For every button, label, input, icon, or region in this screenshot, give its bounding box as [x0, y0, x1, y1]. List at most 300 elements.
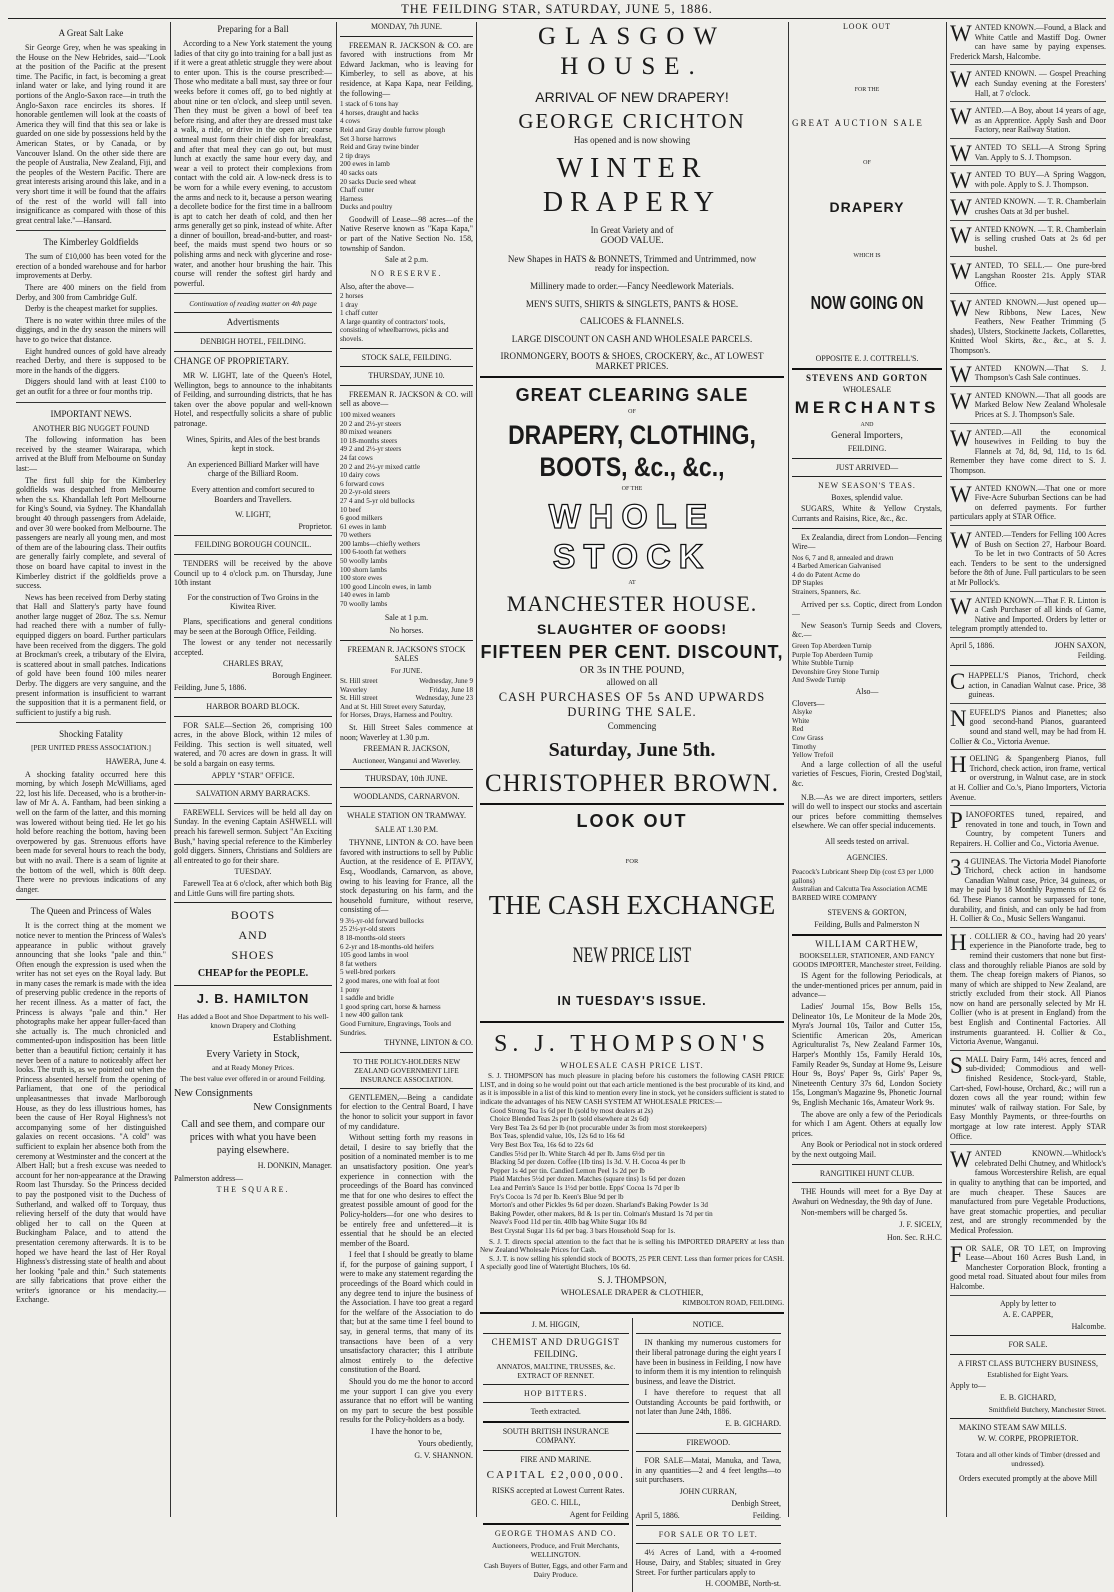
- classified-ad: [950, 390, 1106, 424]
- ad-body: MEN'S SUITS, SHIRTS & SINGLETS, PANTS & HOSE.: [525, 298, 739, 309]
- ad-headline: DRAPERY, CLOTHING, BOOTS, &c., &c.,: [508, 420, 756, 483]
- list-item: 200 lambs—chiefly wethers: [340, 539, 420, 548]
- price-item: Pepper 1s 4d per tin. Candied Lemon Peel 1s 2d per lb: [490, 1166, 645, 1175]
- ad-body: AND: [860, 421, 874, 428]
- ad-signature: H. COOMBE, North-st.: [705, 1579, 781, 1589]
- divider: [950, 1354, 1106, 1355]
- schedule-place: St. Hill street: [340, 677, 378, 685]
- ad-body: Auctioneers, Produce, and Fruit Merchants, WELLINGTON.: [492, 1540, 620, 1559]
- ad-headline: CHRISTOPHER BROWN.: [485, 770, 779, 798]
- drop-cap: W: [950, 527, 972, 553]
- ad-signature: A. E. CAPPER,: [1002, 1310, 1054, 1320]
- ad-date: Feilding, June 5, 1886.: [174, 683, 247, 693]
- ad-body: New Shapes in HATS & BONNETS, Trimmed and Untrimmed, now ready for inspection.: [507, 253, 757, 274]
- article-body: News has been received from Derby stating that Hall and Slattery's party have found another large nugget of 28oz. The s.s. Nemur had reached there with a number of fully-equipped diggers on board. Further particulars have been received from the diggers. The gold at Brockman's creek, a tributary of the Elvira, is scattered about in small patches. Indications of gold have been found 100 miles nearer Derby. The diggers are very sanguine, and the present information is insufficient to warrant the supposition that it is a permanent field, or sufficient to justify a big rush.: [16, 592, 166, 717]
- ad-body: W. W. CORPE, PROPRIETOR.: [977, 1434, 1079, 1444]
- ad-headline: J. B. HAMILTON: [196, 991, 310, 1007]
- ad-headline: NEW SEASON'S TEAS.: [818, 481, 916, 491]
- ad-signature: THYNNE, LINTON & CO.: [384, 1038, 473, 1048]
- column-rule: [476, 22, 477, 1517]
- ad-headline: LOOK OUT: [842, 22, 892, 31]
- divider: [340, 769, 473, 770]
- price-item: Very Best Box Tea, 16s 6d to 22s 6d: [490, 1141, 594, 1150]
- divider: [483, 1450, 629, 1451]
- classified-ad: [950, 297, 1106, 360]
- masthead-rule: [8, 18, 1106, 19]
- list-item: 6 2-yr and 18-months-old heifers: [340, 942, 434, 951]
- list-item: 8 fat wethers: [340, 959, 377, 968]
- schedule-row: [340, 686, 473, 695]
- article-body: It is the correct thing at the moment we notice never to mention the Princess of Wales's appearance in public without gravely announcing that she looks "pale and thin." Often enough the expression is used when the writer has not set eyes on the Royal lady. But in many cases the remark is made with the idea of preserving public credence in the reports of her recent illness. As a matter of fact, the Princess is always "pale and thin." Her photographs make her appear fuller-faced than she actually is. The much chronicled and commented-upon indisposition has been little better than a beautiful fiction; certainly it has never been of a nature to noticeably affect her looks. The truth is, as we pointed out when the Princess absented herself from the opening of Parliament, that one of the periodical unpleasantnesses that invade Marlborough House, as they do less illustrious homes, has been the cause of Her Royal Highness's not accompanying some of her distinguished galaxies on recent occasions. "A cold" was sufficient to explain her absence both from the ceremony at Westminster and the concert at the Albert Hall; but a fresh excuse was needed to account for her non-appearance at the Drawing Room last Thursday. So the Princess decided to pay the postponed visit to the Duchess of Sutherland, and walked off to Torquay, thus relieving herself of the duty that would have obliged her to call on the Queen at Buckingham Palace, and to attend the presentation ceremony afterwards. It is to be hoped we have heard the last of Her Royal Highness's distressing state of health and about her looking "pale and thin." Such statements are silly fabrications that prove either the writer's ignorance or his mendacity.—Exchange.: [16, 921, 166, 1305]
- bottom-ads-right: [632, 1318, 785, 1592]
- list-item: And Swede Turnip: [792, 676, 846, 685]
- column-rule: [788, 22, 789, 1517]
- ad-body: No horses.: [389, 626, 424, 636]
- ad-body: Commencing: [607, 720, 657, 731]
- list-item: Purple Top Aberdeen Turnip: [792, 650, 873, 659]
- ad-signature: Yours obediently,: [417, 1438, 473, 1448]
- price-item: Choice Blended Teas 2s per lb (sold elsewhere at 2s 6d): [490, 1115, 649, 1124]
- ad-headline: S. J. THOMPSON'S: [494, 1030, 770, 1057]
- drop-cap: W: [950, 259, 972, 285]
- drop-cap: W: [950, 481, 972, 507]
- article-body: Sir George Grey, when he was speaking in the House on the New Hebrides, said—"Look at the position of the Pacific at the present time. The Pacific, in fact, is becoming a great inland water or lake, and lying round it are portions of the Anglo-Saxon race—in truth the Anglo-Saxon race encircles its shores. If honorable gentlemen will look at the coasts of America they will find that this sea or lake is guarded on one side by possessions held by the American States, or by Canada, or by Vancouver Island. On the other side there are the people of Australia, New Zealand, Fiji, and the peoples of the Western Pacific. There are great interests arising around this lake, and in a very short time it will be found that the affairs of the rest of the world will fall into insignificance as compared with those of this great central lake."—Hansard.: [16, 43, 166, 225]
- ad-body: St. Hill Street Sales commence at noon; Waverley at 1.30 p.m.: [340, 722, 473, 742]
- ad-headline: WILLIAM CARTHEW,: [815, 938, 919, 949]
- price-item: Candles 5½d per lb. White Starch 4d per lb. Jams 6½d per tin: [490, 1149, 665, 1158]
- article-body: There is no water within three miles of the diggings, and in the dry season the miners will have to go twice that distance.: [16, 315, 166, 345]
- divider: [480, 1312, 784, 1314]
- classified-ad: [950, 363, 1106, 387]
- ad-body: BOOKSELLER, STATIONER, AND FANCY GOODS IMPORTER, Manchester street, Feilding.: [792, 951, 942, 970]
- list-item: Green Top Aberdeen Turnip: [792, 642, 872, 651]
- continuation-note: Continuation of reading matter on 4th page: [189, 299, 317, 309]
- list-item: 200 ewes in lamb: [340, 160, 390, 169]
- divider: [636, 1333, 782, 1334]
- ad-signature: G. V. SHANNON.: [414, 1451, 473, 1461]
- divider: [174, 554, 332, 555]
- sale-list: [340, 292, 473, 344]
- ad-headline: ARRIVAL OF NEW DRAPERY!: [535, 89, 729, 105]
- ad-headline: FIFTEEN PER CENT. DISCOUNT,: [480, 642, 784, 663]
- ad-body: FOR SALE—Section 26, comprising 100 acres, in the above Block, within 12 miles of Feilding. This section is well situated, well watered, and 70 acres are down in grass. It will be sold a bargain on easy terms.: [174, 720, 332, 769]
- ad-signature: Borough Engineer.: [272, 670, 332, 680]
- list-item: DP Staples: [792, 579, 824, 588]
- ad-body: Non-members will be charged 5s.: [801, 1208, 908, 1218]
- ad-headline: NEW PRICE LIST: [572, 941, 692, 967]
- column-2: [174, 22, 332, 1517]
- ad-title: FIREWOOD.: [686, 1437, 731, 1447]
- ad-signature: JOHN CURRAN,: [679, 1487, 737, 1497]
- ad-body: Cash Buyers of Butter, Eggs, and other Farm and Dairy Produce.: [483, 1560, 628, 1579]
- divider: [483, 1333, 629, 1334]
- ad-body: Ladies' Journal 15s, Bow Bells 15s, Delineator 10s, Le Moniteur de la Mode 20s, Myra's Journal 10s, Tailor and Cutter 15s, Scientific American 20s, American Agriculturalist 7s, New Zealand Farmer 10s, Harper's Monthly 15s, Family Herald 10s, Family Reader 9s, Sunday at Home 9s, Leisure Hour 9s, Boys' Paper 9s, Girls' Paper 9s, Nineteenth Century 37s 6d, London Society 15s, Longman's Magazine 9s, Phonetic Journal 9s, English Mechanic 16s, Amateur Work 9s.: [792, 1002, 942, 1107]
- divider: [480, 803, 784, 805]
- drop-cap: W: [950, 593, 972, 619]
- divider: [340, 348, 473, 349]
- ad-body: Orders executed promptly at the above Mill: [959, 1473, 1098, 1483]
- ad-headline: MERCHANTS: [794, 397, 940, 417]
- divider: [174, 803, 332, 804]
- divider: [174, 902, 332, 903]
- ad-body: OF: [863, 159, 871, 166]
- drop-cap: W: [950, 425, 972, 451]
- ad-heading: CHANGE OF PROPRIETARY.: [174, 356, 289, 367]
- list-item: Good Furniture, Engravings, Tools and Sundries.: [340, 1020, 451, 1037]
- price-item: Best Crystal Sugar 11s 6d per bag. 3 bars Household Soap for 1s.: [490, 1226, 676, 1235]
- classified-ad: [950, 529, 1106, 592]
- drop-cap: W: [950, 67, 972, 93]
- divider: [340, 366, 473, 367]
- ad-headline: AND: [238, 928, 268, 943]
- price-list: [480, 1107, 784, 1236]
- ad-headline: A FIRST CLASS BUTCHERY BUSINESS,: [957, 1358, 1099, 1368]
- ad-headline: BOOTS: [230, 908, 276, 923]
- ad-text: ANTED, TO SELL.— One pure-bred Langshan Rooster 21s. Apply STAR Office.: [974, 261, 1106, 290]
- article-title: A Great Salt Lake: [58, 28, 124, 38]
- ad-title: MONDAY, 7th JUNE.: [370, 22, 443, 31]
- ad-body: JUST ARRIVED—: [835, 462, 899, 472]
- piano-ads: [950, 670, 1106, 1295]
- column-6: [950, 22, 1106, 1517]
- ad-signature: STEVENS & GORTON,: [827, 908, 907, 918]
- ad-body: Sale at 2 p.m.: [384, 255, 429, 265]
- column-1: [16, 22, 166, 1517]
- ad-body: FOR: [625, 858, 639, 866]
- drop-cap: W: [950, 195, 972, 221]
- ad-text: EUFELD'S Pianos and Pianettes; also good second-hand Pianos, guaranteed sound and stand well, may be had from H. Collier & Co., Victoria Avenue.: [950, 707, 1106, 746]
- ad-body: Apply by letter to: [1000, 1298, 1056, 1308]
- ad-text: IANOFORTES tuned, repaired, and renovated in tone and touch, in Town and Country, by competent Tuners and Repairers. H. Collier and Co., Victoria Avenue.: [950, 810, 1106, 848]
- ad-title: WOODLANDS, CARNARVON.: [353, 792, 460, 802]
- list-item: 1 stack of 6 tons hay: [340, 100, 399, 109]
- ad-headline: NOW GOING ON: [810, 292, 924, 313]
- divider: [950, 1335, 1106, 1336]
- ad-contact: THE SQUARE.: [216, 1185, 290, 1195]
- list-item: A large quantity of contractors' tools, consisting of wheelbarrows, picks and shovels.: [340, 317, 449, 343]
- ad-contact: Palmerston address—: [174, 1173, 244, 1183]
- drop-cap: W: [950, 21, 972, 46]
- list-item: 40 sacks oats: [340, 168, 378, 177]
- ad-title: RANGITIKEI HUNT CLUB.: [819, 1168, 915, 1178]
- ad-body: All seeds tested on arrival.: [825, 836, 909, 846]
- ad-text: ANTED KNOWN.—Just opened up—New Ribbons, New Laces, New Feathers, New Feather Trimming (5 shades), Ulsters, Stockinette Jackets, Collarettes, Knitted Wool Skirts, &c., &c., at S. J. Thompson's.: [950, 298, 1106, 356]
- list-item: 9 3½-yr-old forward bullocks: [340, 916, 424, 925]
- ad-signature: Agent for Feilding: [569, 1509, 629, 1519]
- ad-body: General Importers,: [831, 431, 903, 442]
- ad-body: Establishment.: [272, 1033, 332, 1045]
- classified-ad: [950, 1243, 1106, 1296]
- classified-ad: [950, 169, 1106, 193]
- classified-ad: [950, 856, 1106, 928]
- list-item: 50 woolly lambs: [340, 557, 388, 566]
- ad-place: Feilding.: [752, 1511, 781, 1521]
- ad-body: Apply to—: [950, 1381, 986, 1391]
- divider: [174, 716, 332, 717]
- ad-body: For the construction of Two Groins in the Kiwitea River.: [187, 592, 319, 612]
- sale-schedule: [340, 677, 473, 711]
- list-item: 10 beef: [340, 505, 362, 514]
- ad-body: Goodwill of Lease—98 acres—of the Native Reserve known as "Kapa Kapa," or part of the Native Section No. 158, township of Sandon.: [340, 214, 473, 253]
- article-body: The first full ship for the Kimberley goldfields was despatched from Melbourne when the s.s. Khandallah left Port Melbourne for King's Sound, via Sydney. The Khandallah brought 40 through passengers from Adelaide, and over 30 were booked from Melbourne. The passengers are nearly all young men, and most of them are of the labouring class. Their outfits are generally fairly complete, and several of those on board have capital to invest in the Kimberley district if the goldfields prove a success.: [16, 475, 166, 591]
- list-item: 100 shorn lambs: [340, 565, 387, 574]
- schedule-date: Wednesday, June 9: [419, 677, 473, 685]
- ad-text: 4 GUINEAS. The Victoria Model Pianoforte Trichord, check action in handsome Canadian Walnut case, Price, 34 guineas, or may be paid by 18 Monthly Payments of £2 6s 6d. These Pianos cannot be surpassed for tone, durability, and finish, and can only be had from H. Collier & Co., Music Sellers Wanganui.: [950, 856, 1106, 924]
- article-body: Eight hundred ounces of gold have already reached Derby, and there is supposed to be more in the hands of the diggers.: [16, 346, 166, 375]
- ad-body: ANNATOS, MALTINE, TRUSSES, &c. EXTRACT OF RENNET.: [496, 1361, 616, 1380]
- column-rule: [170, 22, 171, 1517]
- list-item: 4 Barbed American Galvanised: [792, 562, 881, 571]
- ad-text: ANTED KNOWN.—That F. R. Linton is a Cash Purchaser of all kinds of Game, Native and Imported. Orders by letter or telegram promptly attended to.: [950, 595, 1106, 634]
- divider: [792, 1164, 942, 1165]
- classified-ad: [950, 1148, 1106, 1239]
- divider: [174, 312, 332, 313]
- ad-body: The best value ever offered in or around Feilding.: [180, 1074, 326, 1084]
- ad-body: 4½ Acres of Land, with a 4-roomed House, Dairy, and Stables; situated in Grey Street. For further particulars apply to: [635, 1548, 781, 1577]
- list-item: 100 good Lincoln ewes, in lamb: [340, 582, 432, 591]
- sale-list: [340, 917, 473, 1037]
- ad-text: ANTED TO SELL—A Strong Spring Van. Apply to S. J. Thompson.: [974, 142, 1106, 162]
- list-item: 2 tip drays: [340, 151, 370, 160]
- drop-cap: H: [950, 752, 967, 778]
- ad-text: . COLLIER & CO., having had 20 years' experience in the Pianoforte trade, beg to remind their customers that none but first-class and thoroughly reliable Pianos are sold by them. The cheap foreign makers of Pianos, so many of which are shipped to New Zealand, are strictly excluded from their stock. All Pianos now on hand are personally selected by Mr H. Collier (who is at present in England) from the best English and Continental Factories. All instruments guaranteed. H. Collier & Co., Victoria Avenue, Wanganui.: [950, 931, 1106, 1047]
- ad-signature: E. B. GICHARD.: [725, 1419, 781, 1429]
- ad-body: New Consignments: [174, 1088, 253, 1100]
- ad-signature: KIMBOLTON ROAD, FEILDING.: [682, 1299, 784, 1308]
- ad-title: THURSDAY, 10th JUNE.: [365, 773, 448, 783]
- article-body: The following information has been received by the steamer Wairarapa, which arrived at the Bluff from Melbourne on Sunday last:—: [16, 435, 166, 473]
- ad-body: allowed on all: [606, 676, 658, 687]
- product-list: [792, 642, 942, 685]
- list-item: 4 cows: [340, 117, 360, 126]
- bottom-ads-left: [480, 1318, 632, 1592]
- ad-body: HOP BITTERS.: [524, 1388, 588, 1398]
- list-item: Nos 6, 7 and 8, annealed and drawn: [792, 553, 894, 562]
- ad-body: WHOLESALE: [842, 385, 892, 395]
- list-item: Yellow Trefoil: [792, 751, 834, 760]
- article-title: Preparing for a Ball: [217, 24, 289, 34]
- ad-body: AT: [628, 579, 636, 586]
- list-item: 80 mixed weaners: [340, 428, 392, 437]
- ad-body: Plans, specifications and general conditions may be seen at the Borough Office, Feilding.: [174, 616, 332, 636]
- ad-signature: GEO. C. HILL,: [531, 1498, 581, 1508]
- divider: [636, 1525, 782, 1526]
- drop-cap: W: [950, 222, 972, 248]
- schedule-row: [340, 703, 473, 712]
- divider: [340, 385, 473, 386]
- ad-title: FOR SALE OR TO LET.: [658, 1529, 758, 1539]
- column-5: [792, 22, 942, 1517]
- list-item: Reid and Gray twine binder: [340, 143, 419, 152]
- drop-cap: 3: [950, 854, 962, 880]
- ad-subheading: AGENCIES.: [846, 852, 888, 862]
- article-subtitle: [PER UNITED PRESS ASSOCIATION.]: [31, 744, 151, 753]
- ad-body: OR 3s IN THE POUND,: [579, 665, 685, 677]
- ad-signature: JOHN SAXON,: [1054, 640, 1106, 650]
- article-title: IMPORTANT NEWS.: [50, 408, 132, 419]
- ad-headline: CHEAP for the PEOPLE.: [197, 968, 309, 980]
- article-body: Derby is the cheapest market for supplies.: [25, 304, 158, 314]
- price-item: Neave's Food 11d per tin. 40lb bag White Sugar 10s 8d: [490, 1218, 647, 1227]
- list-item: 70 woolly lambs: [340, 600, 388, 609]
- classified-ad: [950, 809, 1106, 852]
- list-item: Chaff cutter: [340, 186, 374, 195]
- list-item: 1 pony: [340, 985, 360, 994]
- ad-title: TO THE POLICY-HOLDERS NEW ZEALAND GOVERNMENT LIFE INSURANCE ASSOCIATION.: [352, 1056, 461, 1084]
- divider: [340, 787, 473, 788]
- ad-signature: Halcombe.: [1071, 1321, 1106, 1331]
- list-item: 20 2 and 2½-yr steers: [340, 419, 402, 428]
- schedule-place: St. Hill street: [340, 694, 378, 703]
- divider: [340, 640, 473, 641]
- classified-ad: [950, 707, 1106, 750]
- list-item: 140 ewes in lamb: [340, 591, 390, 600]
- ad-date: April 5, 1886.: [635, 1511, 680, 1521]
- classified-ad: [950, 105, 1106, 139]
- ad-body: Australian and Calcutta Tea Association ACME BARBED WIRE COMPANY: [792, 885, 928, 902]
- article-title: The Queen and Princess of Wales: [30, 906, 152, 917]
- ad-body: FIRE AND MARINE.: [520, 1454, 592, 1464]
- ad-text: ANTED KNOWN. — T. R. Chamberlain is selling crushed Oats at 2s 6d per bushel.: [974, 224, 1106, 253]
- divider: [340, 1088, 473, 1089]
- column-rule: [336, 22, 337, 1517]
- divider: [174, 784, 332, 785]
- divider: [16, 899, 166, 900]
- ad-body: I feel that I should be greatly to blame if, for the purpose of gaining support, I were to make any statement regarding the proceedings of the Board which could in any degree tend to injure the business of the Association. I have too great a regard for the welfare of the Association to do that; but at the same time I feel bound to say, in general terms, that many of its transactions have been of a very unsatisfactory character; this I attribute almost entirely to the defective constitution of the Board.: [340, 1250, 473, 1375]
- price-item: Blacking 5d per dozen. Coffee (1lb tins) 1s 3d. V. H. Cocoa 4s per lb: [490, 1158, 686, 1167]
- ad-text: OELING & Spangenberg Pianos, full Trichord, check action, iron frame, vertical or overstrung, in Walnut case, are in stock at H. Collier and Co.'s, Piano Importers, Victoria Avenue.: [950, 754, 1106, 802]
- ad-body: FEILDING.: [847, 443, 887, 453]
- ad-text: ANTED KNOWN.—That one or more Five-Acre Suburban Sections can be had on deferred payments. For further particulars apply at STAR Office.: [950, 483, 1106, 522]
- classified-ad: [950, 142, 1106, 166]
- list-item: 8 18-months-old steers: [340, 934, 406, 943]
- divider: [174, 293, 332, 294]
- ad-date: April 5, 1886.: [950, 640, 995, 650]
- list-item: Timothy: [792, 742, 817, 751]
- column-4: [480, 22, 784, 1589]
- ad-body: Boxes, splendid value.: [831, 492, 903, 502]
- list-item: 6 forward cows: [340, 479, 385, 488]
- list-item: White: [792, 716, 810, 725]
- ad-body: S. J. T. directs special attention to the fact that he is selling his IMPORTED DRAPERY at less than New Zealand Wholesale Prices for Cash.: [480, 1237, 784, 1255]
- ad-body: IN thanking my numerous customers for their liberal patronage during the eight years I have been in business in Feilding, I now have to inform them it is my intention to relinquish business, and leave the District.: [635, 1338, 781, 1386]
- ad-headline: GEORGE THOMAS AND CO.: [494, 1529, 617, 1539]
- list-item: 25 2½-yr-old steers: [340, 925, 396, 934]
- ad-title: FREEMAN R. JACKSON'S STOCK SALES: [347, 644, 466, 664]
- ad-title: SALVATION ARMY BARRACKS.: [196, 789, 310, 799]
- ad-headline: CHEMIST AND DRUGGIST: [491, 1337, 620, 1348]
- ad-title: WHALE STATION ON TRAMWAY.: [347, 810, 466, 820]
- ad-signature: Feilding.: [1077, 651, 1106, 661]
- drop-cap: W: [950, 296, 972, 322]
- list-item: 1 good spring cart, horse & harness: [340, 1002, 441, 1011]
- article-body: A shocking fatality occurred here this morning, by which Joseph McWilliams, aged 22, lost his life. Deceased, who is a brother-in-law of Mr A. A. Fantham, had been sinking a well on the farm of the latter, and this morning was lowered without being tied. He let go his hold before reaching the bottom, having been overpowered by gas. Strenuous efforts have been made for several hours to reach the body, but with no avail. There is a seam of lignite at the bottom of the well, which is 80ft deep. There were no previous indications of any danger.: [16, 769, 166, 894]
- ad-text: ANTED KNOWN.—That S. J. Thompson's Cash Sale continues.: [974, 363, 1106, 383]
- ad-signature: Hon. Sec. R.H.C.: [886, 1232, 942, 1242]
- list-item: 2 horses: [340, 292, 364, 301]
- list-item: 100 mixed weaners: [340, 410, 396, 419]
- ad-body: The lowest or any tender not necessarily accepted.: [174, 638, 332, 657]
- ad-text: ANTED KNOWN.—Found, a Black and White Cattle and Mastiff Dog. Owner can have same by paying expenses. Frederick Marsh, Halcombe.: [950, 23, 1106, 61]
- divider: [950, 1418, 1106, 1419]
- ad-headline: GREAT AUCTION SALE: [792, 118, 924, 129]
- price-item: Very Best Tea 2s 6d per lb (not procurable under 3s from most storekeepers): [490, 1123, 707, 1132]
- drop-cap: W: [950, 104, 972, 130]
- classified-ad: [950, 753, 1106, 806]
- ad-headline: MANCHESTER HOUSE.: [506, 591, 758, 617]
- divider: [636, 1451, 782, 1452]
- classified-ad: [950, 427, 1106, 480]
- ad-body: Millinery made to order.—Fancy Needlework Materials.: [530, 280, 734, 291]
- ad-headline: DRAPERY: [829, 199, 905, 216]
- classified-ad: [950, 670, 1106, 704]
- divider: [16, 722, 166, 723]
- drop-cap: W: [950, 168, 972, 194]
- ad-title: FEILDING BOROUGH COUNCIL.: [194, 540, 312, 550]
- ad-title: HARBOR BOARD BLOCK.: [206, 702, 300, 712]
- product-list: [792, 708, 942, 760]
- ad-date-row: [636, 1511, 782, 1521]
- classified-ad: [950, 483, 1106, 526]
- article-body: According to a New York statement the young ladies of that city go into training for a ball just as if it were a great athletic struggle they were about to enter upon. This is the course prescribed:—Those who meditate a ball must, say three or four weeks before it comes off, go to bed nightly at about nine or ten o'clock, and sleep until seven. Then they must be given a bowl of beef tea before rising, and after they are dressed must take a walk, a ride, or drive in the open air; coarse oatmeal must form their chief dish for breakfast, and after that meal they can go out, but must lunch at exactly the same hour every day, and wear a veil to protect their complexions from contact with the cold air. A low-neck dress is to be worn for a while every evening, to accustom the arms and neck to it, because a person wearing a decollete bodice for the first time in a ballroom is apt to catch her death of cold, and then her arms generally get so pink, instead of white. After a dinner of bouillon, bread-and-butter, and roast-beef, the maids must spend two hours or so polishing arms and neck with glycerine and rose-water, and another hour brushing the hair. This course will render the softest girl hardy and powerful.: [174, 39, 332, 288]
- ad-title: FOR SALE.: [1008, 1340, 1048, 1350]
- price-item: Baking Powder, other makers, 8d & 1s per tin. Colman's Mustard 1s 7d per tin: [490, 1209, 713, 1218]
- ad-headline: GLASGOW HOUSE.: [538, 23, 726, 80]
- divider: [340, 36, 473, 37]
- divider: [483, 1523, 629, 1525]
- ad-contact: APPLY "STAR" OFFICE.: [211, 770, 295, 780]
- schedule-place: Waverley: [340, 685, 367, 694]
- ad-body: Peacock's Lubricant Sheep Dip (cost £3 per 1,000 gallons): [792, 868, 934, 885]
- list-item: 1 chaff cutter: [340, 309, 378, 318]
- price-item: Good Strong Tea 1s 6d per lb (sold by most dealers at 2s): [490, 1106, 653, 1115]
- ad-body: GENTLEMEN,—Being a candidate for election to the Central Board, I have the honor to solicit your support in favor of my candidature.: [340, 1092, 473, 1131]
- ad-headline: CAPITAL £2,000,000.: [486, 1469, 625, 1482]
- ad-text: ANTED TO BUY—A Spring Waggon, with pole. Apply to S. J. Thompson.: [974, 170, 1106, 189]
- ad-body: FAREWELL Services will be held all day on Sunday. In the evening Captain ASHWELL will preach his farewell sermon. Subject "An Exciting Bush," having special reference to the Kimberley gold diggers. Sinners, Christians and Soldiers are all entreated to go for their share.: [174, 807, 332, 865]
- ad-subtitle: SALE AT 1.30 P.M.: [375, 824, 438, 834]
- ad-title: STOCK SALE, FEILDING.: [361, 352, 452, 362]
- ad-body: CALICOES & FLANNELS.: [580, 316, 684, 327]
- list-item: Reid and Gray double furrow plough: [340, 125, 446, 134]
- divider: [16, 230, 166, 231]
- ad-text: OR SALE, OR TO LET, on Improving Lease—About 160 Acres Bush Land, in Manchester Corporation Block, fronting a good metal road. Situated about four miles from Halcombe.: [950, 1243, 1106, 1291]
- list-item: 70 wethers: [340, 531, 371, 540]
- ad-body: FOR SALE—Matai, Manuka, and Tawa, in any quantities—2 and 4 feet lengths—to suit purchasers.: [635, 1456, 781, 1485]
- schedule-row: [340, 694, 473, 703]
- list-item: Cow Grass: [792, 733, 824, 742]
- ad-body: In Great Variety and of: [590, 224, 674, 235]
- ad-body: Every attention and comfort secured to Boarders and Travellers.: [191, 484, 315, 504]
- divider: [792, 458, 942, 459]
- article-subtitle: ANOTHER BIG NUGGET FOUND: [32, 423, 150, 433]
- ad-body: An experienced Billiard Marker will have charge of the Billiard Room.: [186, 459, 320, 479]
- ad-headline: THE CASH EXCHANGE: [488, 889, 776, 920]
- ad-date-row: [950, 641, 1106, 651]
- drop-cap: S: [950, 1052, 963, 1078]
- drop-cap: W: [950, 1147, 972, 1173]
- ad-body: New Season's Turnip Seeds and Clovers, &c.—: [792, 620, 942, 640]
- schedule-date: Friday, June 18: [429, 685, 473, 694]
- classified-ad: [950, 68, 1106, 102]
- ad-subheading: TUESDAY.: [234, 867, 272, 877]
- ad-body: Any Book or Periodical not in stock ordered by the next outgoing Mail.: [792, 1140, 942, 1159]
- list-item: 20 2-yr-old steers: [340, 488, 390, 497]
- divider: [483, 1402, 629, 1403]
- ad-body: I have therefore to request that all Outstanding Accounts be paid forthwith, or not later than June 24th, 1886.: [635, 1388, 781, 1417]
- ad-body: THYNNE, LINTON & CO. have been favored with instructions to sell by Public Auction, at the residence of E. PITAVY, Esq., Woodlands, Carnarvon, as above, owing to his leaving for France, all the stock depasturing on his farm, and the household furniture, without reserve, consisting of—: [340, 838, 473, 915]
- classified-ads: [950, 22, 1106, 638]
